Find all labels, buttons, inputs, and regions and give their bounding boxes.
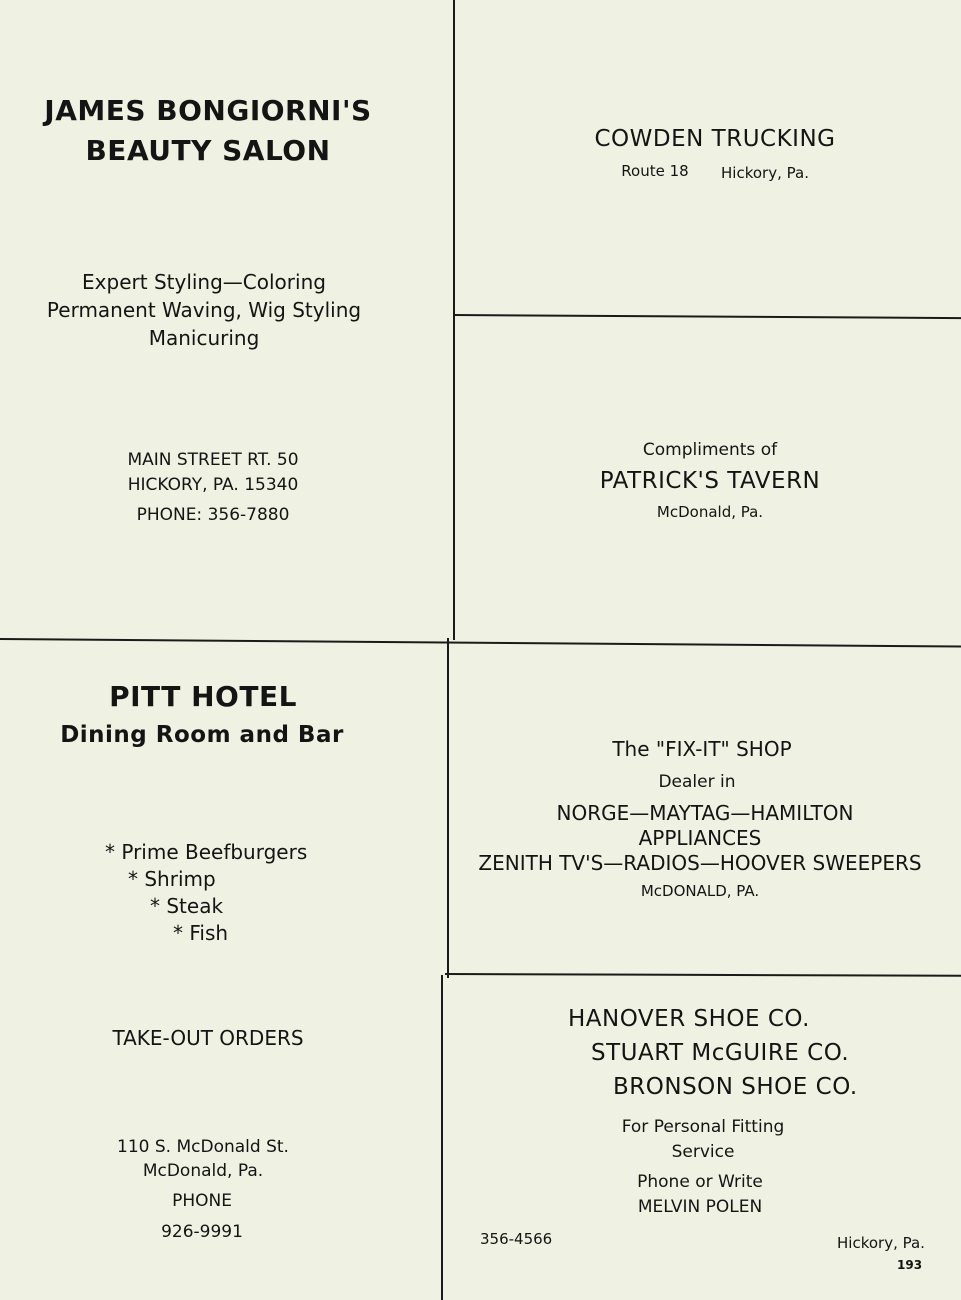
hotel-menu-item: * Shrimp <box>128 867 216 891</box>
shoe-company: BRONSON SHOE CO. <box>613 1074 858 1100</box>
hotel-phone-label: PHONE <box>172 1191 232 1211</box>
hotel-menu-item: * Fish <box>173 921 229 945</box>
shoe-contact-line2: MELVIN POLEN <box>637 1197 763 1217</box>
fixit-title: The "FIX-IT" SHOP <box>612 737 792 761</box>
vertical-divider-lower <box>441 975 443 1300</box>
tavern-compliments: Compliments of <box>642 440 778 460</box>
salon-phone: PHONE: 356-7880 <box>136 505 290 525</box>
horizontal-divider-middle <box>0 638 961 648</box>
shoe-fitting-line2: Service <box>671 1142 735 1162</box>
salon-address-line2: HICKORY, PA. 15340 <box>127 475 299 495</box>
cowden-title: COWDEN TRUCKING <box>594 126 836 152</box>
salon-title-line2: BEAUTY SALON <box>85 134 331 167</box>
salon-title-line1: JAMES BONGIORNI'S <box>44 94 372 127</box>
fixit-electronics: ZENITH TV'S—RADIOS—HOOVER SWEEPERS <box>478 851 922 875</box>
hotel-title: PITT HOTEL <box>109 680 297 713</box>
page-number: 193 <box>897 1258 923 1272</box>
hotel-address-line1: 110 S. McDonald St. <box>117 1137 289 1157</box>
shoe-phone: 356-4566 <box>480 1230 553 1248</box>
tavern-title: PATRICK'S TAVERN <box>599 468 821 494</box>
hotel-subtitle: Dining Room and Bar <box>60 722 344 748</box>
horizontal-divider-right-top <box>453 314 961 319</box>
hotel-menu-item: * Steak <box>150 894 224 918</box>
hotel-phone: 926-9991 <box>161 1222 243 1242</box>
salon-address-line1: MAIN STREET RT. 50 <box>127 450 299 470</box>
cowden-route: Route 18 <box>621 162 689 180</box>
vertical-divider-upper <box>453 0 455 640</box>
shoe-company: HANOVER SHOE CO. <box>568 1006 810 1032</box>
fixit-dealer: Dealer in <box>658 772 736 792</box>
hotel-takeout: TAKE-OUT ORDERS <box>112 1026 304 1050</box>
fixit-appliances: APPLIANCES <box>638 826 762 850</box>
salon-service: Manicuring <box>148 326 260 350</box>
shoe-contact-line1: Phone or Write <box>637 1172 763 1192</box>
fixit-town: McDONALD, PA. <box>640 882 760 900</box>
cowden-town: Hickory, Pa. <box>721 164 809 182</box>
vertical-divider-middle <box>447 638 449 978</box>
hotel-menu-item: * Prime Beefburgers <box>105 840 308 864</box>
hotel-address-line2: McDonald, Pa. <box>142 1161 264 1181</box>
shoe-fitting-line1: For Personal Fitting <box>621 1117 785 1137</box>
fixit-brands: NORGE—MAYTAG—HAMILTON <box>556 801 854 825</box>
salon-service: Permanent Waving, Wig Styling <box>46 298 362 322</box>
salon-service: Expert Styling—Coloring <box>82 270 326 294</box>
tavern-town: McDonald, Pa. <box>656 503 764 521</box>
shoe-company: STUART McGUIRE CO. <box>591 1040 850 1066</box>
shoe-town: Hickory, Pa. <box>837 1234 925 1252</box>
horizontal-divider-right-lower <box>445 973 961 977</box>
